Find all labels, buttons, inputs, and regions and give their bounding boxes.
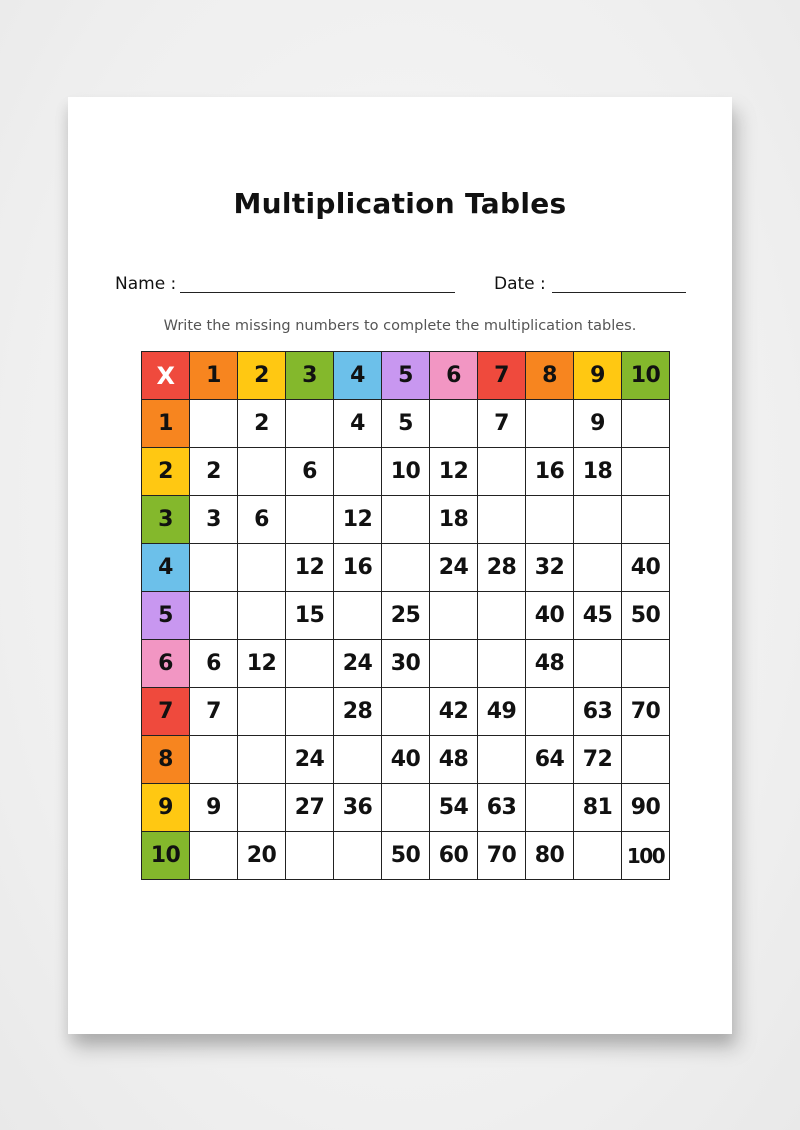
- blank-answer-cell[interactable]: [238, 736, 286, 784]
- blank-answer-cell[interactable]: [574, 544, 622, 592]
- product-cell: 40: [382, 736, 430, 784]
- blank-answer-cell[interactable]: [190, 544, 238, 592]
- row-header-6: 6: [142, 640, 190, 688]
- product-cell: 40: [622, 544, 670, 592]
- row-header-8: 8: [142, 736, 190, 784]
- blank-answer-cell[interactable]: [526, 688, 574, 736]
- product-cell: 42: [430, 688, 478, 736]
- column-header-5: 5: [382, 352, 430, 400]
- product-cell: 48: [526, 640, 574, 688]
- product-cell: 12: [430, 448, 478, 496]
- column-header-3: 3: [286, 352, 334, 400]
- product-cell: 50: [622, 592, 670, 640]
- product-cell: 24: [430, 544, 478, 592]
- product-cell: 6: [286, 448, 334, 496]
- blank-answer-cell[interactable]: [238, 448, 286, 496]
- blank-answer-cell[interactable]: [478, 736, 526, 784]
- table-row: [142, 784, 670, 832]
- blank-answer-cell[interactable]: [622, 448, 670, 496]
- product-cell: 12: [238, 640, 286, 688]
- product-cell: 50: [382, 832, 430, 880]
- blank-answer-cell[interactable]: [334, 592, 382, 640]
- product-cell: 20: [238, 832, 286, 880]
- column-header-10: 10: [622, 352, 670, 400]
- blank-answer-cell[interactable]: [286, 832, 334, 880]
- header-row: [142, 352, 670, 400]
- product-cell: 63: [478, 784, 526, 832]
- product-cell: 24: [286, 736, 334, 784]
- row-header-9: 9: [142, 784, 190, 832]
- product-cell: 63: [574, 688, 622, 736]
- product-cell: 15: [286, 592, 334, 640]
- blank-answer-cell[interactable]: [382, 688, 430, 736]
- table-row: [142, 640, 670, 688]
- blank-answer-cell[interactable]: [238, 784, 286, 832]
- row-header-5: 5: [142, 592, 190, 640]
- blank-answer-cell[interactable]: [478, 592, 526, 640]
- product-cell: 28: [478, 544, 526, 592]
- table-row: [142, 496, 670, 544]
- product-cell: 16: [526, 448, 574, 496]
- blank-answer-cell[interactable]: [286, 400, 334, 448]
- column-header-7: 7: [478, 352, 526, 400]
- table-row: [142, 688, 670, 736]
- blank-answer-cell[interactable]: [526, 784, 574, 832]
- column-header-9: 9: [574, 352, 622, 400]
- table-row: [142, 736, 670, 784]
- blank-answer-cell[interactable]: [622, 736, 670, 784]
- blank-answer-cell[interactable]: [334, 832, 382, 880]
- name-field[interactable]: [180, 292, 455, 293]
- product-cell: 36: [334, 784, 382, 832]
- row-header-2: 2: [142, 448, 190, 496]
- table-row: [142, 544, 670, 592]
- blank-answer-cell[interactable]: [190, 832, 238, 880]
- product-cell: 9: [574, 400, 622, 448]
- table-row: [142, 592, 670, 640]
- table-row: [142, 832, 670, 880]
- multiplication-grid: [141, 351, 670, 880]
- worksheet-title: Multiplication Tables: [233, 187, 567, 220]
- blank-answer-cell[interactable]: [334, 448, 382, 496]
- blank-answer-cell[interactable]: [190, 736, 238, 784]
- date-label: Date :: [494, 274, 546, 294]
- row-header-4: 4: [142, 544, 190, 592]
- blank-answer-cell[interactable]: [478, 640, 526, 688]
- product-cell: 90: [622, 784, 670, 832]
- blank-answer-cell[interactable]: [622, 496, 670, 544]
- blank-answer-cell[interactable]: [478, 448, 526, 496]
- product-cell: 7: [190, 688, 238, 736]
- row-header-7: 7: [142, 688, 190, 736]
- blank-answer-cell[interactable]: [382, 784, 430, 832]
- product-cell: 4: [334, 400, 382, 448]
- product-cell: 24: [334, 640, 382, 688]
- product-cell: 27: [286, 784, 334, 832]
- blank-answer-cell[interactable]: [286, 496, 334, 544]
- product-cell: 18: [430, 496, 478, 544]
- column-header-6: 6: [430, 352, 478, 400]
- blank-answer-cell[interactable]: [286, 640, 334, 688]
- blank-answer-cell[interactable]: [526, 400, 574, 448]
- corner-cell: X: [142, 352, 190, 400]
- blank-answer-cell[interactable]: [286, 688, 334, 736]
- blank-answer-cell[interactable]: [622, 400, 670, 448]
- column-header-1: 1: [190, 352, 238, 400]
- blank-answer-cell[interactable]: [238, 592, 286, 640]
- blank-answer-cell[interactable]: [430, 640, 478, 688]
- product-cell: 2: [238, 400, 286, 448]
- blank-answer-cell[interactable]: [382, 544, 430, 592]
- product-cell: 2: [190, 448, 238, 496]
- product-cell: 54: [430, 784, 478, 832]
- blank-answer-cell[interactable]: [190, 400, 238, 448]
- product-cell: 25: [382, 592, 430, 640]
- row-header-1: 1: [142, 400, 190, 448]
- name-label: Name :: [115, 274, 177, 294]
- product-cell: 60: [430, 832, 478, 880]
- blank-answer-cell[interactable]: [238, 544, 286, 592]
- product-cell: 6: [238, 496, 286, 544]
- product-cell: 16: [334, 544, 382, 592]
- blank-answer-cell[interactable]: [574, 832, 622, 880]
- column-header-4: 4: [334, 352, 382, 400]
- blank-answer-cell[interactable]: [574, 496, 622, 544]
- date-field[interactable]: [552, 292, 686, 293]
- product-cell: 40: [526, 592, 574, 640]
- product-cell: 28: [334, 688, 382, 736]
- worksheet-page: [68, 97, 732, 1034]
- blank-answer-cell[interactable]: [526, 496, 574, 544]
- blank-answer-cell[interactable]: [430, 400, 478, 448]
- blank-answer-cell[interactable]: [238, 688, 286, 736]
- product-cell: 70: [622, 688, 670, 736]
- product-cell: 32: [526, 544, 574, 592]
- table-row: [142, 400, 670, 448]
- product-cell: 9: [190, 784, 238, 832]
- product-cell: 18: [574, 448, 622, 496]
- product-cell: 49: [478, 688, 526, 736]
- column-header-2: 2: [238, 352, 286, 400]
- product-cell: 45: [574, 592, 622, 640]
- blank-answer-cell[interactable]: [334, 736, 382, 784]
- product-cell: 10: [382, 448, 430, 496]
- table-row: [142, 448, 670, 496]
- blank-answer-cell[interactable]: [478, 496, 526, 544]
- row-header-10: 10: [142, 832, 190, 880]
- product-cell: 7: [478, 400, 526, 448]
- product-cell: 30: [382, 640, 430, 688]
- product-cell: 81: [574, 784, 622, 832]
- row-header-3: 3: [142, 496, 190, 544]
- product-cell: 48: [430, 736, 478, 784]
- product-cell: 64: [526, 736, 574, 784]
- column-header-8: 8: [526, 352, 574, 400]
- product-cell: 12: [286, 544, 334, 592]
- blank-answer-cell[interactable]: [190, 592, 238, 640]
- blank-answer-cell[interactable]: [382, 496, 430, 544]
- blank-answer-cell[interactable]: [574, 640, 622, 688]
- product-cell: 6: [190, 640, 238, 688]
- product-cell: 100: [622, 832, 670, 880]
- product-cell: 3: [190, 496, 238, 544]
- instructions: Write the missing numbers to complete the multiplication tables.: [163, 318, 637, 334]
- product-cell: 80: [526, 832, 574, 880]
- blank-answer-cell[interactable]: [430, 592, 478, 640]
- blank-answer-cell[interactable]: [622, 640, 670, 688]
- product-cell: 12: [334, 496, 382, 544]
- product-cell: 70: [478, 832, 526, 880]
- product-cell: 72: [574, 736, 622, 784]
- product-cell: 5: [382, 400, 430, 448]
